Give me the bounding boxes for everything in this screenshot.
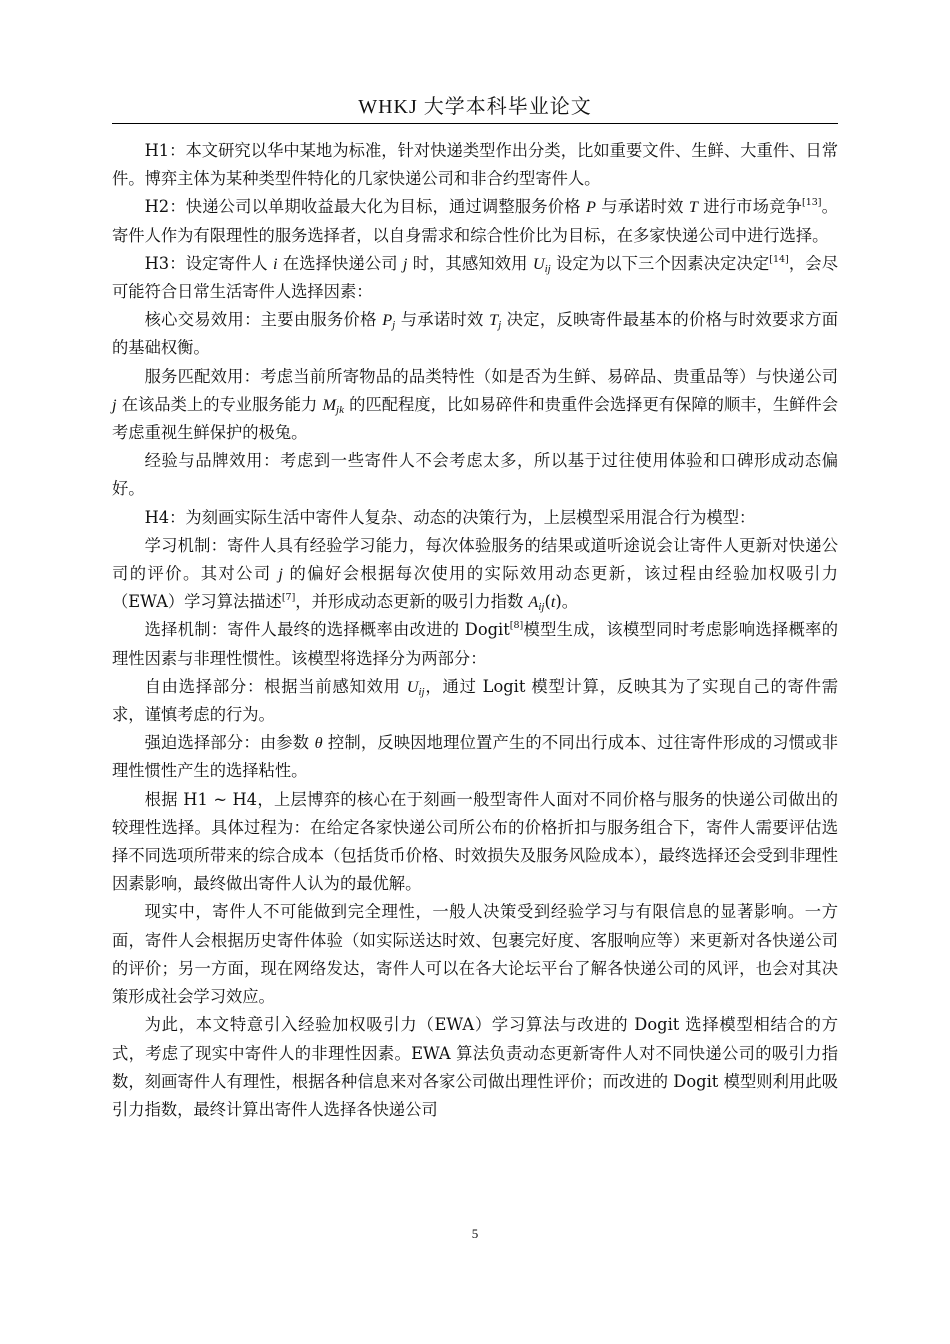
header-rule <box>112 123 838 124</box>
paragraph-reality: 现实中，寄件人不可能做到完全理性，一般人决策受到经验学习与有限信息的显著影响。一方面，寄件人会根据历史寄件体验（如实际送达时效、包裹完好度、客服响应等）来更新对各快递公司的评价；另一方面，现在网络发达，寄件人可以在各大论坛平台了解各快递公司的风评，也会对其决策形成社会学习效应。 <box>112 902 838 1007</box>
paragraph-forced-choice: 强迫选择部分：由参数 θ 控制，反映因地理位置产生的不同出行成本、过往寄件形成的习惯或非理性惯性产生的选择粘性。 <box>112 733 838 781</box>
var-U: U <box>532 253 545 273</box>
citation-13: [13] <box>802 197 822 209</box>
var-T: T <box>489 310 499 330</box>
citation-8: [8] <box>509 620 524 632</box>
var-M: M <box>322 394 337 414</box>
var-i: i <box>272 253 278 273</box>
var-t: t <box>550 592 556 612</box>
var-A: A <box>528 592 539 612</box>
citation-7: [7] <box>281 592 296 604</box>
paragraph-core-utility: 核心交易效用：主要由服务价格 $P_j$ 与承诺时效 $T_j$ 决定，反映寄件最基本的价格与时效要求方面的基础权衡。 <box>112 310 838 358</box>
var-theta: θ <box>314 733 323 753</box>
var-j: j <box>402 253 408 273</box>
sub-jk: jk <box>336 403 344 416</box>
sub-ij: ij <box>538 601 545 614</box>
paragraph-summary: 根据 H1 ~ H4，上层博弈的核心在于刻画一般型寄件人面对不同价格与服务的快递公司做出的较理性选择。具体过程为：在给定各家快递公司所公布的价格折扣与服务组合下，寄件人需要评估选择不同选项所带来的综合成本（包括货币价格、时效损失及服务风险成本），最终选择还会受到非理性因素影响，最终做出寄件人认为的最优解。 <box>112 789 838 894</box>
paragraph-h2: H2：快递公司以单期收益最大化为目标，通过调整服务价格 P 与承诺时效 T 进行市场竞争[13]。寄件人作为有限理性的服务选择者，以自身需求和综合性价比为目标，在多家快递公司中进行选择。 <box>112 197 838 245</box>
paragraph-brand-utility: 经验与品牌效用：考虑到一些寄件人不会考虑太多，所以基于过往使用体验和口碑形成动态偏好。 <box>112 451 838 499</box>
paragraph-choice: 选择机制：寄件人最终的选择概率由改进的 Dogit[8]模型生成，该模型同时考虑影响选择概率的理性因素与非理性惯性。该模型将选择分为两部分： <box>112 620 838 668</box>
var-P: P <box>585 197 596 217</box>
sub-ij: ij <box>418 685 425 698</box>
paragraph-h3: H3：设定寄件人 i 在选择快递公司 j 时，其感知效用 $U_{ij}$ 设定为以下三个因素决定决定[14]，会尽可能符合日常生活寄件人选择因素： <box>112 253 838 302</box>
page-number: 5 <box>471 1226 479 1241</box>
sub-ij: ij <box>544 262 551 275</box>
var-j: j <box>278 564 283 584</box>
paragraph-method: 为此，本文特意引入经验加权吸引力（EWA）学习算法与改进的 Dogit 选择模型相结合的方式，考虑了现实中寄件人的非理性因素。EWA 算法负责动态更新寄件人对不同快递公司的吸引力指数，刻画寄件人有理性，根据各种信息来对各家公司做出理性评价；而改进的 Dogit 模型则利用此吸引力指数，最终计算出寄件人选择各快递公司 <box>112 1015 838 1119</box>
var-j: j <box>112 394 117 414</box>
var-T: T <box>688 197 698 217</box>
page-header-title: WHKJ 大学本科毕业论文 <box>358 96 592 118</box>
var-P: P <box>382 310 393 330</box>
sub-j: j <box>392 319 396 332</box>
paragraph-free-choice: 自由选择部分：根据当前感知效用 $U_{ij}$，通过 Logit 模型计算，反映其为了实现自己的寄件需求，谨慎考虑的行为。 <box>112 676 838 725</box>
paragraph-h4: H4：为刻画实际生活中寄件人复杂、动态的决策行为，上层模型采用混合行为模型： <box>144 507 756 527</box>
var-U: U <box>406 676 419 696</box>
body-text <box>112 137 838 1124</box>
paragraph-learning: 学习机制：寄件人具有经验学习能力，每次体验服务的结果或道听途说会让寄件人更新对快递公司的评价。其对公司 j 的偏好会根据每次使用的实际效用动态更新，该过程由经验加权吸引力（EWA）学习算法描述[7]，并形成动态更新的吸引力指数 $A_{ij}(t)$。 <box>112 535 838 614</box>
paragraph-service-match: 服务匹配效用：考虑当前所寄物品的品类特性（如是否为生鲜、易碎品、贵重品等）与快递公司 j 在该品类上的专业服务能力 $M_{jk}$ 的匹配程度，比如易碎件和贵重件会选择更有保障的顺丰，生鲜件会考虑重视生鲜保护的极兔。 <box>112 366 838 443</box>
citation-14: [14] <box>769 253 789 265</box>
sub-j: j <box>498 319 502 332</box>
paragraph-h1: H1：本文研究以华中某地为标准，针对快递类型作出分类，比如重要文件、生鲜、大重件、日常件。博弈主体为某种类型件特化的几家快递公司和非合约型寄件人。 <box>112 141 838 189</box>
